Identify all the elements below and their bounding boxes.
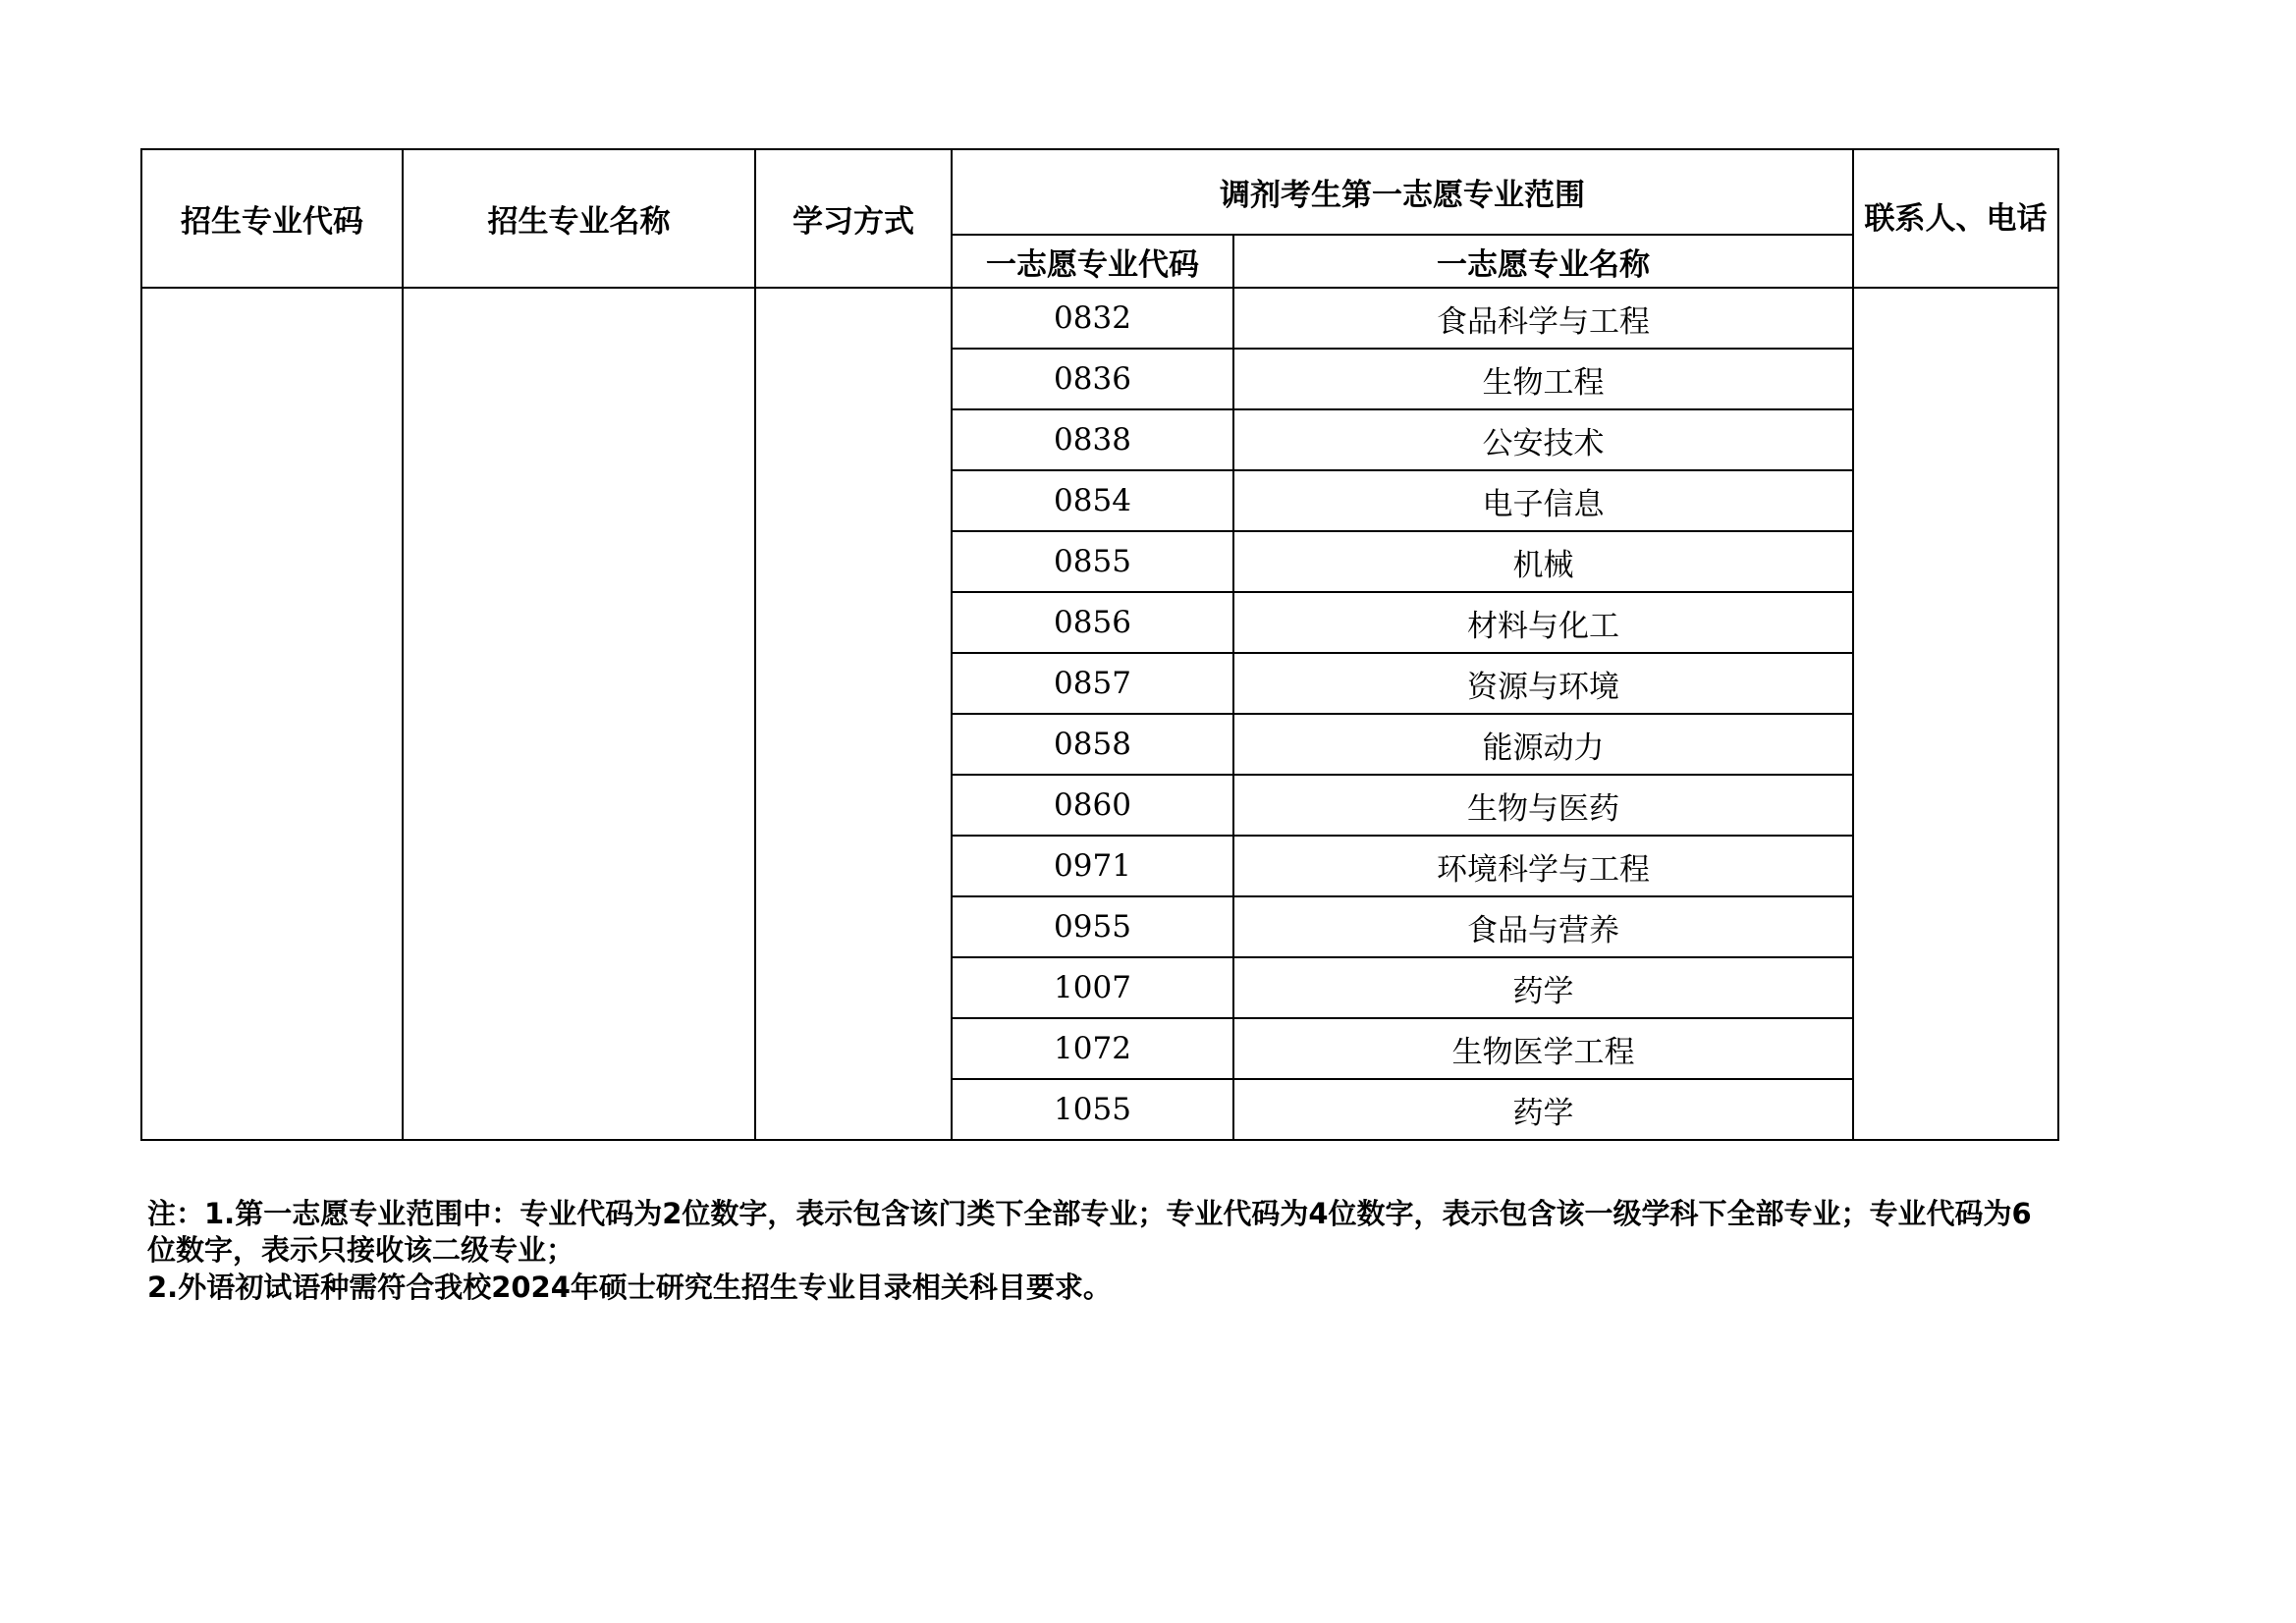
first-choice-name-cell: 材料与化工 [1233,592,1853,653]
first-choice-code-cell: 1072 [952,1018,1233,1079]
first-choice-name-cell: 生物医学工程 [1233,1018,1853,1079]
first-choice-code-cell: 0855 [952,531,1233,592]
first-choice-name-cell: 资源与环境 [1233,653,1853,714]
header-first-choice-name: 一志愿专业名称 [1233,235,1853,288]
first-choice-code-cell: 0858 [952,714,1233,775]
first-choice-name-cell: 药学 [1233,1079,1853,1140]
header-study-mode: 学习方式 [755,149,952,288]
first-choice-name-cell: 电子信息 [1233,470,1853,531]
study-mode-cell [755,288,952,1140]
first-choice-code-cell: 1055 [952,1079,1233,1140]
header-first-choice-code: 一志愿专业代码 [952,235,1233,288]
note-1: 注：1.第一志愿专业范围中：专业代码为2位数字，表示包含该门类下全部专业；专业代码为4位数字，表示包含该一级学科下全部专业；专业代码为6位数字，表示只接收该二级专业； [147,1197,2032,1267]
enroll-name-cell [403,288,755,1140]
first-choice-code-cell: 0955 [952,896,1233,957]
header-enroll-code: 招生专业代码 [141,149,403,288]
first-choice-code-cell: 1007 [952,957,1233,1018]
first-choice-code-cell: 0838 [952,409,1233,470]
first-choice-name-cell: 食品与营养 [1233,896,1853,957]
first-choice-name-cell: 药学 [1233,957,1853,1018]
table-row [141,288,2058,349]
header-range-group: 调剂考生第一志愿专业范围 [952,149,1853,235]
first-choice-code-cell: 0854 [952,470,1233,531]
first-choice-name-cell: 机械 [1233,531,1853,592]
first-choice-name-cell: 生物工程 [1233,349,1853,409]
first-choice-code-cell: 0832 [952,288,1233,349]
first-choice-name-cell: 能源动力 [1233,714,1853,775]
enroll-code-cell [141,288,403,1140]
adjustment-table [140,148,2059,1141]
first-choice-name-cell: 食品科学与工程 [1233,288,1853,349]
contact-cell [1853,288,2058,1140]
first-choice-name-cell: 公安技术 [1233,409,1853,470]
first-choice-code-cell: 0860 [952,775,1233,836]
first-choice-code-cell: 0836 [952,349,1233,409]
header-contact: 联系人、电话 [1853,149,2058,288]
first-choice-code-cell: 0856 [952,592,1233,653]
first-choice-name-cell: 环境科学与工程 [1233,836,1853,896]
first-choice-code-cell: 0971 [952,836,1233,896]
header-enroll-name: 招生专业名称 [403,149,755,288]
first-choice-code-cell: 0857 [952,653,1233,714]
note-2: 2.外语初试语种需符合我校2024年硕士研究生招生专业目录相关科目要求。 [147,1271,1112,1304]
first-choice-name-cell: 生物与医药 [1233,775,1853,836]
header-row-top [141,149,2058,235]
